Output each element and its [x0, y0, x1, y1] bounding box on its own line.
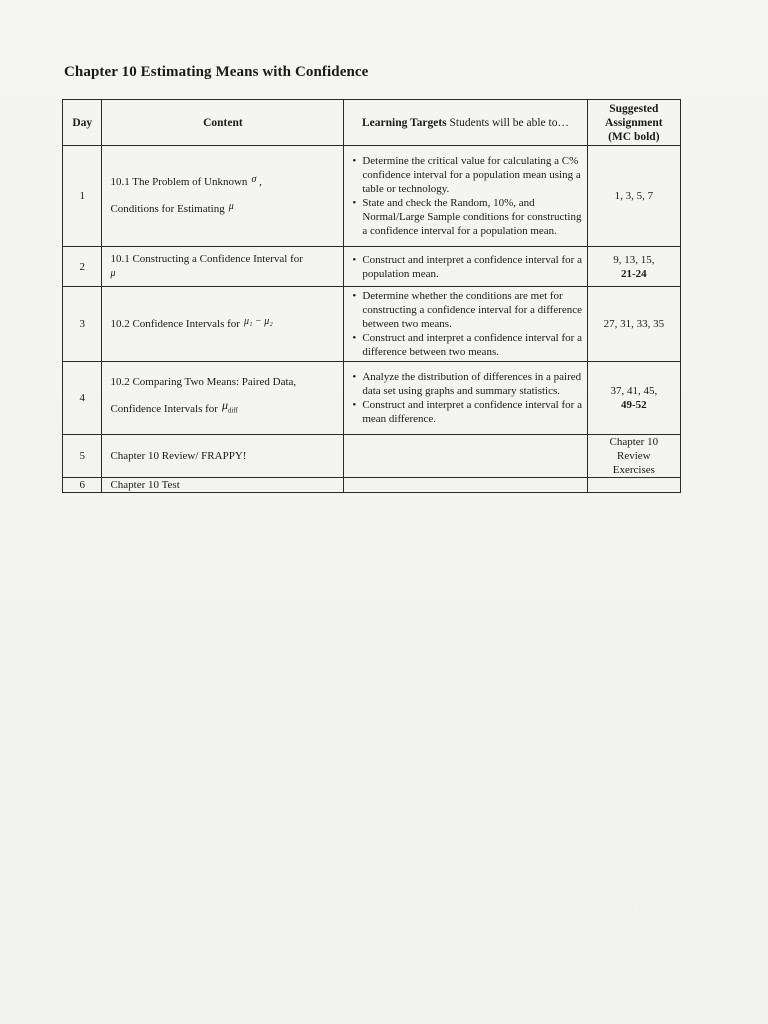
table-row	[63, 247, 681, 287]
content-text: 10.1 Constructing a Confidence Interval for	[110, 253, 303, 265]
table-header-row	[63, 100, 681, 146]
assignment-text: 9, 13, 15,	[613, 253, 655, 266]
content-text: 10.2 Confidence Intervals for	[110, 317, 240, 330]
content-cell: Chapter 10 Review/ FRAPPY!	[102, 435, 344, 478]
assignment-mc-bold: 21-24	[620, 267, 647, 280]
day-cell: 5	[63, 435, 102, 478]
sigma-symbol: σ	[251, 174, 257, 185]
content-text: 10.2 Comparing Two Means: Paired Data,	[110, 376, 297, 389]
header-day: Day	[63, 100, 102, 146]
mu-symbol: μ	[228, 201, 234, 212]
table-row	[63, 362, 681, 435]
targets-cell	[344, 362, 587, 435]
table-row	[63, 287, 681, 362]
learning-target: • Construct and interpret a confidence interval for a mean difference.	[352, 398, 586, 426]
mu-symbol	[110, 266, 343, 281]
header-assign-line1: Suggested	[609, 102, 659, 115]
assignment-cell	[587, 478, 680, 493]
mu-symbol-text: μ	[110, 268, 116, 279]
assignment-mc-bold: 49-52	[620, 399, 647, 411]
content-line	[110, 398, 343, 420]
learning-target: • Determine the critical value for calculating a C% confidence interval for a population mean using a table or technology.	[352, 154, 586, 196]
day-cell: 3	[63, 287, 102, 362]
content-line	[110, 202, 343, 217]
day-cell: 1	[63, 146, 102, 247]
learning-target: • State and check the Random, 10%, and Normal/Large Sample conditions for constructing a confidence interval for a population mean.	[352, 196, 586, 238]
targets-cell	[344, 146, 587, 247]
page-title: Chapter 10 Estimating Means with Confidence	[64, 64, 369, 80]
assignment-text: 37, 41, 45,	[610, 385, 658, 397]
learning-target: • Construct and interpret a confidence interval for a difference between two means.	[352, 331, 586, 359]
content-suffix: ,	[256, 176, 262, 188]
day-cell: 2	[63, 247, 102, 287]
header-targets-rest: Students will be able to…	[449, 116, 569, 129]
day-cell: 6	[63, 478, 102, 493]
header-assignment	[587, 100, 680, 146]
table-row	[63, 146, 681, 247]
header-assign-line3: (MC bold)	[608, 130, 660, 143]
content-text: 10.1 The Problem of Unknown	[110, 176, 248, 188]
header-content: Content	[102, 100, 344, 146]
mu1-minus-mu2-symbol: μ₁ − μ₂	[243, 315, 273, 327]
assignment-text: Chapter 10 Review Exercises	[609, 436, 659, 476]
header-learning-targets	[344, 100, 587, 146]
targets-cell	[344, 287, 587, 362]
content-cell	[102, 146, 344, 247]
content-cell	[102, 287, 344, 362]
learning-target: • Determine whether the conditions are met for constructing a confidence interval for a difference between two means.	[352, 289, 586, 331]
table-row	[63, 435, 681, 478]
header-assign-line2: Assignment	[605, 116, 663, 129]
mu-diff-mu: μ	[221, 398, 228, 413]
learning-target: • Construct and interpret a confidence interval for a population mean.	[352, 253, 586, 281]
schedule-table	[62, 99, 681, 493]
content-text: Confidence Intervals for	[110, 403, 218, 416]
assignment-cell: 1, 3, 5, 7	[587, 146, 680, 247]
assignment-cell	[587, 362, 680, 435]
mu-diff-subscript: diff	[228, 406, 238, 415]
table-row	[63, 478, 681, 493]
targets-cell	[344, 478, 587, 493]
content-text: Conditions for Estimating	[110, 203, 225, 215]
assignment-cell	[587, 247, 680, 287]
content-cell	[102, 247, 344, 287]
content-cell: Chapter 10 Test	[102, 478, 344, 493]
assignment-cell	[587, 435, 680, 478]
learning-target: • Analyze the distribution of differences in a paired data set using graphs and summary statistics.	[352, 370, 586, 398]
targets-cell	[344, 247, 587, 287]
content-cell	[102, 362, 344, 435]
header-targets-bold: Learning Targets	[361, 116, 447, 129]
day-cell: 4	[63, 362, 102, 435]
targets-cell	[344, 435, 587, 478]
assignment-cell: 27, 31, 33, 35	[587, 287, 680, 362]
mu-diff-symbol	[221, 398, 238, 415]
content-line	[110, 175, 343, 190]
